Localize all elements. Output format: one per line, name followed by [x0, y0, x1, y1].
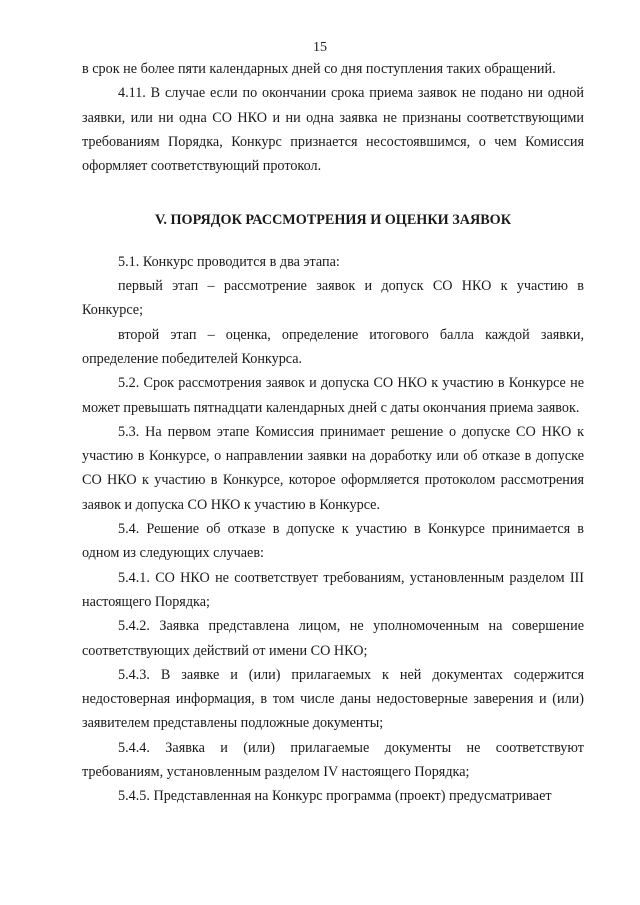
paragraph-5-4: 5.4. Решение об отказе в допуске к участию в Конкурсе принимается в одном из следующих случаев: [82, 521, 584, 562]
paragraph-5-2: 5.2. Срок рассмотрения заявок и допуска СО НКО к участию в Конкурсе не может превышать пятнадцати календарных дней с даты окончания приема заявок. [82, 375, 584, 416]
document-body [82, 57, 584, 809]
paragraph-continuation: в срок не более пяти календарных дней со дня поступления таких обращений. [82, 61, 556, 77]
paragraph-5-4-1: 5.4.1. СО НКО не соответствует требованиям, установленным разделом III настоящего Порядка; [82, 569, 584, 610]
paragraph-4-11: 4.11. В случае если по окончании срока приема заявок не подано ни одной заявки, или ни одна СО НКО и ни одна заявка не признаны соответствующими требованиям Порядка, Конкурс признается несостоявшимся, о чем Комиссия оформляет соответствующий протокол. [82, 85, 584, 175]
paragraph-stage-two: второй этап – оценка, определение итогового балла каждой заявки, определение победителей Конкурса. [82, 326, 584, 367]
paragraph-5-1: 5.1. Конкурс проводится в два этапа: [118, 253, 340, 270]
paragraph-5-4-4: 5.4.4. Заявка и (или) прилагаемые документы не соответствуют требованиям, установленным разделом IV настоящего Порядка; [82, 739, 584, 781]
section-heading: V. ПОРЯДОК РАССМОТРЕНИЯ И ОЦЕНКИ ЗАЯВОК [155, 212, 511, 229]
paragraph-5-4-5: 5.4.5. Представленная на Конкурс программа (проект) предусматривает [118, 788, 552, 805]
paragraph-5-3: 5.3. На первом этапе Комиссия принимает решение о допуске СО НКО к участию в Конкурсе, о направлении заявки на доработку или об отказе в допуске СО НКО к участию в Конкурсе, которое оформляется протоколом рассмотрения заявок и допуска СО НКО к участию в Конкурсе. [82, 423, 584, 513]
paragraph-5-4-3: 5.4.3. В заявке и (или) прилагаемых к ней документах содержится недостоверная информация, в том числе даны недостоверные заверения и (или) заявителем представлены подложные документы; [82, 666, 584, 732]
page-number: 15 [313, 40, 327, 55]
paragraph-stage-one: первый этап – рассмотрение заявок и допуск СО НКО к участию в Конкурсе; [82, 278, 584, 319]
paragraph-5-4-2: 5.4.2. Заявка представлена лицом, не уполномоченным на совершение соответствующих действий от имени СО НКО; [82, 618, 584, 659]
